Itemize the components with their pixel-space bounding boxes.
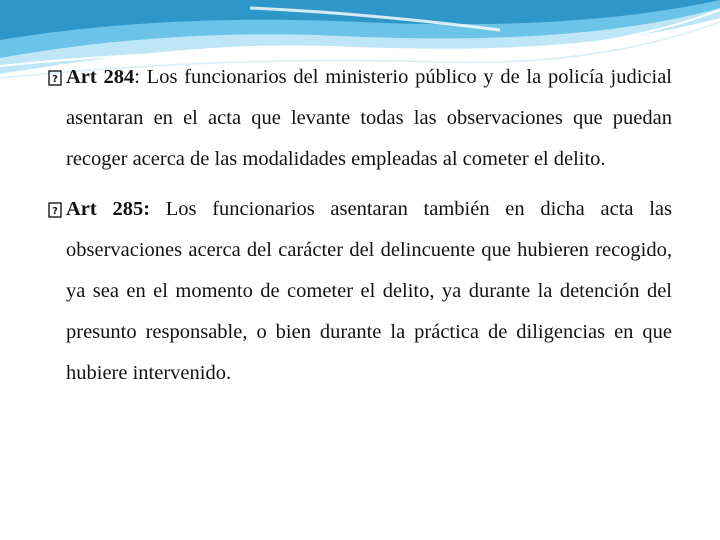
article-text: Los funcionarios asentaran también en dicha acta las observaciones acerca del carácter del delincuente que hubieren recogido, ya sea en el momento de cometer el delito, ya durante la detención del presunto responsable, o bien durante la práctica de diligencias en que hubiere intervenido. — [66, 198, 672, 384]
replacement-char-icon — [48, 202, 62, 218]
article-text: : Los funcionarios del ministerio público y de la policía judicial asentaran en el acta que levante todas las observaciones que puedan recoger acerca de las modalidades empleadas al cometer el delito. — [66, 66, 672, 170]
paragraph-art-285 — [50, 189, 672, 394]
article-number: Art 284 — [66, 66, 135, 88]
svg-text:?: ? — [52, 206, 58, 217]
svg-text:?: ? — [52, 74, 58, 85]
article-number: Art 285: — [66, 198, 151, 220]
slide-body — [50, 57, 672, 394]
paragraph-art-284 — [50, 57, 672, 180]
replacement-char-icon — [48, 70, 62, 86]
